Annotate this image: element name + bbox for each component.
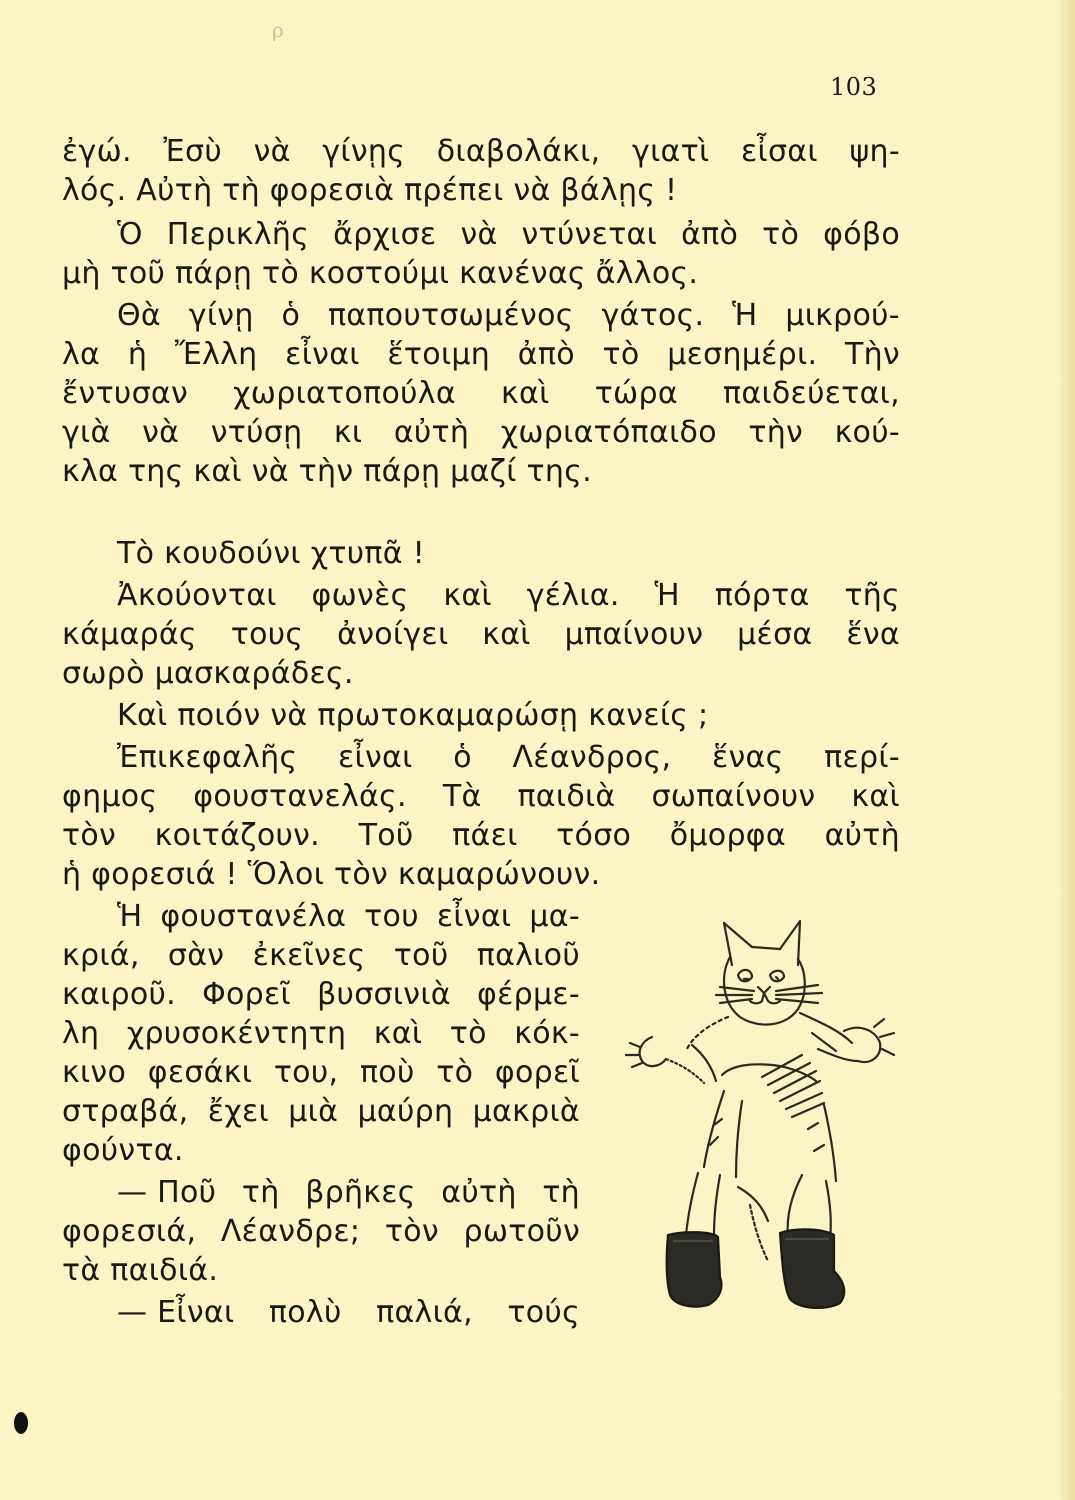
word: ντύνεται: [521, 217, 658, 252]
word: καὶ: [851, 779, 900, 814]
word: Τοῦ: [358, 818, 414, 853]
word: ὄμορφα: [669, 818, 786, 853]
word: ἕνα: [846, 617, 900, 652]
word: καὶ: [482, 617, 531, 652]
text-line: κλα της καὶ νὰ τὴν πάρῃ μαζί της.: [62, 454, 592, 489]
text-line: [62, 1093, 580, 1131]
word: καὶ: [501, 376, 550, 411]
word: τόσο: [556, 818, 632, 853]
word: παλιά,: [376, 1295, 473, 1330]
word: ἀνοίγει: [337, 617, 449, 652]
text-line: [62, 336, 900, 374]
text-line: [62, 778, 900, 816]
word: Ἡ: [654, 578, 680, 613]
text-line: [62, 817, 900, 855]
word: τὴ: [241, 1175, 280, 1210]
text-line: [62, 1015, 580, 1053]
text-line: [62, 937, 580, 975]
word: μικρού-: [785, 298, 900, 333]
word: ἔχει: [207, 1094, 269, 1129]
text-line: [62, 414, 900, 452]
page-edge: [1061, 0, 1075, 1500]
text-line: [117, 898, 580, 936]
word: κοιτάζουν.: [154, 818, 321, 853]
text-line: [62, 1213, 580, 1251]
word: Λέανδρος,: [512, 740, 672, 775]
word: πολὺ: [268, 1295, 342, 1330]
word: κάμαράς: [62, 617, 197, 652]
word: παιδιὰ: [517, 779, 616, 814]
text-line: [117, 1294, 580, 1332]
word: ἐγώ.: [62, 134, 132, 169]
text-line: ἡ φορεσιά ! Ὅλοι τὸν καμαρώνουν.: [62, 857, 601, 892]
word: Τὴν: [844, 337, 900, 372]
word: ὁ: [281, 298, 301, 333]
text-line: Καὶ ποιόν νὰ πρωτοκαμαρώσῃ κανείς ;: [117, 698, 709, 733]
word: ρωτοῦν: [463, 1214, 580, 1249]
word: κού-: [834, 415, 900, 450]
word: τὸ: [762, 217, 800, 252]
word: γίνῃ: [188, 298, 254, 333]
word: μπαίνουν: [564, 617, 704, 652]
word: χωριατοπούλα: [233, 376, 456, 411]
word: — Ποῦ: [117, 1175, 217, 1210]
word: παλιοῦ: [476, 938, 580, 973]
word: καὶ: [373, 1016, 423, 1051]
word: τούς: [507, 1295, 580, 1330]
word: Ἐσὺ: [163, 134, 223, 169]
word: περί-: [824, 740, 900, 775]
word: ντύσῃ: [210, 415, 303, 450]
text-line: Τὸ κουδούνι χτυπᾶ !: [117, 536, 425, 571]
word: σὰν: [167, 938, 225, 973]
word: του: [364, 899, 419, 934]
word: μεσημέρι.: [667, 337, 818, 372]
text-line: [117, 216, 900, 254]
word: μιὰ: [288, 1094, 339, 1129]
word: Τὰ: [442, 779, 482, 814]
word: φουστανελάς.: [193, 779, 407, 814]
word: τὴν: [748, 415, 804, 450]
text-line: [117, 297, 900, 335]
word: βυσσινιὰ: [317, 977, 451, 1012]
word: Ἡ: [117, 899, 143, 934]
text-line: [62, 133, 900, 171]
word: γέλια.: [526, 578, 620, 613]
word: Ἐπικεφαλῆς: [117, 740, 298, 775]
word: ἔντυσαν: [62, 376, 189, 411]
word: τῆς: [844, 578, 900, 613]
word: στραβά,: [62, 1094, 189, 1129]
word: ἄρχισε: [333, 217, 437, 252]
text-line: λός. Αὐτὴ τὴ φορεσιὰ πρέπει νὰ βάλῃς !: [62, 173, 678, 208]
text-line: τὰ παιδιά.: [62, 1253, 219, 1288]
word: φορεῖ: [494, 1055, 580, 1090]
page-number: 103: [830, 73, 878, 101]
word: λα: [62, 337, 101, 372]
word: τὸν: [62, 818, 117, 853]
word: Ὁ: [117, 217, 143, 252]
word: εἶναι: [436, 899, 512, 934]
text-line: [62, 976, 580, 1014]
word: — Εἶναι: [117, 1295, 235, 1330]
word: ἀπὸ: [681, 217, 739, 252]
word: μαύρη: [357, 1094, 454, 1129]
binding-mark: [14, 1412, 28, 1434]
text-line: [117, 577, 900, 615]
word: ποὺ: [359, 1055, 415, 1090]
word: νὰ: [460, 217, 498, 252]
cat-in-boots-illustration: [612, 905, 912, 1345]
word: Ἀκούονται: [117, 578, 277, 613]
word: ἕτοιμη: [387, 337, 491, 372]
word: γιὰ: [62, 415, 111, 450]
text-line: [117, 739, 900, 777]
word: φουστανέλα: [160, 899, 347, 934]
word: μέσα: [737, 617, 813, 652]
word: κριά,: [62, 938, 140, 973]
word: τὸ: [602, 337, 640, 372]
word: κινο: [62, 1055, 127, 1090]
text-line: φούντα.: [62, 1133, 184, 1168]
word: αὐτὴ: [393, 415, 470, 450]
word: εἶσαι: [741, 134, 818, 169]
word: κι: [333, 415, 363, 450]
word: φεσάκι: [147, 1055, 253, 1090]
word: Περικλῆς: [166, 217, 310, 252]
word: διαβολάκι,: [436, 134, 601, 169]
word: αὐτὴ: [824, 818, 900, 853]
text-line: [62, 1054, 580, 1092]
word: εἶναι: [338, 740, 413, 775]
text-line: σωρὸ μασκαράδες.: [62, 656, 354, 691]
word: καιροῦ.: [62, 977, 176, 1012]
word: τὴ: [542, 1175, 580, 1210]
word: ἀπὸ: [517, 337, 575, 372]
word: ἡ: [127, 337, 148, 372]
word: εἶναι: [285, 337, 360, 372]
word: τώρα: [594, 376, 678, 411]
word: τους: [230, 617, 304, 652]
word: γίνῃς: [322, 134, 406, 169]
word: πάει: [452, 818, 518, 853]
word: τὸ: [449, 1016, 487, 1051]
paper-speck: ρ: [272, 18, 284, 42]
word: παιδεύεται,: [723, 376, 900, 411]
word: κόκ-: [514, 1016, 580, 1051]
word: ἕνας: [711, 740, 784, 775]
word: Ἡ: [732, 298, 758, 333]
word: παπουτσωμένος: [327, 298, 574, 333]
text-line: μὴ τοῦ πάρῃ τὸ κοστούμι κανένας ἄλλος.: [62, 256, 699, 291]
word: μακριὰ: [472, 1094, 580, 1129]
word: καὶ: [443, 578, 492, 613]
word: σωπαίνουν: [651, 779, 816, 814]
word: φορεσιά,: [62, 1214, 197, 1249]
word: Θὰ: [117, 298, 161, 333]
word: φωνὲς: [311, 578, 409, 613]
word: Λέανδρε;: [220, 1214, 361, 1249]
word: μα-: [529, 899, 580, 934]
word: λη: [62, 1016, 100, 1051]
word: γιατὶ: [632, 134, 710, 169]
word: ὁ: [453, 740, 472, 775]
word: βρῆκες: [305, 1175, 416, 1210]
word: γάτος.: [601, 298, 705, 333]
word: χρυσοκέντητη: [126, 1016, 347, 1051]
word: φημος: [62, 779, 158, 814]
word: Ἔλλη: [174, 337, 258, 372]
text-line: [117, 1174, 580, 1212]
word: χωριατόπαιδο: [500, 415, 717, 450]
word: τὸ: [436, 1055, 474, 1090]
word: αὐτὴ: [441, 1175, 517, 1210]
word: πόρτα: [714, 578, 810, 613]
word: ἐκεῖνες: [252, 938, 366, 973]
word: ψη-: [849, 134, 900, 169]
word: φέρμε-: [477, 977, 580, 1012]
word: Φορεῖ: [202, 977, 291, 1012]
word: νὰ: [142, 415, 180, 450]
word: τὸν: [384, 1214, 439, 1249]
word: του,: [273, 1055, 339, 1090]
text-line: [62, 616, 900, 654]
word: τοῦ: [393, 938, 449, 973]
word: φόβο: [823, 217, 900, 252]
text-line: [62, 375, 900, 413]
word: νὰ: [253, 134, 291, 169]
